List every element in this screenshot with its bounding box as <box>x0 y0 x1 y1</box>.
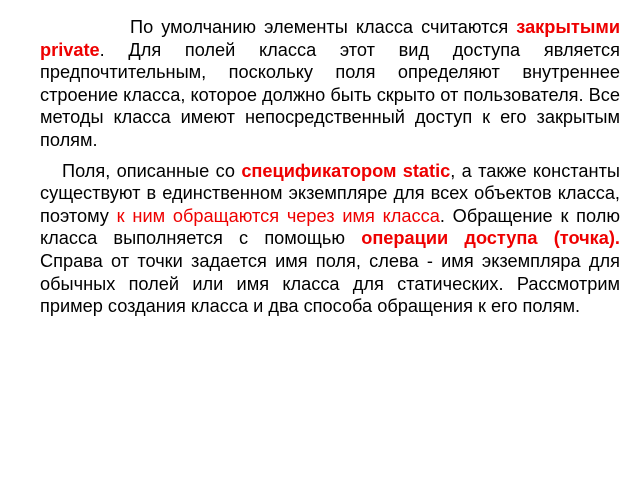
p1-text-1: По умолчанию элементы класса считаются <box>130 17 517 37</box>
p2-text-2: , а также константы существуют в единственном экземпляре для всех объектов класса, поэтому <box>40 160 620 226</box>
p2-text-4: Справа от точки задается имя поля, слева - имя экземпляра для обычных полей или имя класса для статических. Рассмотрим пример создания класса и два способа обращения к его полям. <box>40 250 620 317</box>
paragraph-static-fields <box>40 160 620 318</box>
p2-phrase-class-name: к ним обращаются через имя класса <box>116 205 440 226</box>
p2-text-3: . Обращение к полю класса выполняется с помощью <box>40 205 620 249</box>
p1-text-2: . Для полей класса этот вид доступа является предпочтительным, поскольку поля определяют внутреннее строение класса, которое должно быть скрыто от пользователя. Все методы класса имеют непосредственный доступ к его закрытым полям. <box>40 39 620 150</box>
p2-text-1: Поля, описанные со <box>62 160 242 181</box>
p2-term-static: спецификатором static <box>241 160 451 181</box>
p2-term-dot-operator: операции доступа (точка). <box>361 228 620 249</box>
p1-term-private: закрытыми private <box>40 17 620 60</box>
slide-body <box>40 16 620 318</box>
paragraph-private-access <box>40 16 620 152</box>
